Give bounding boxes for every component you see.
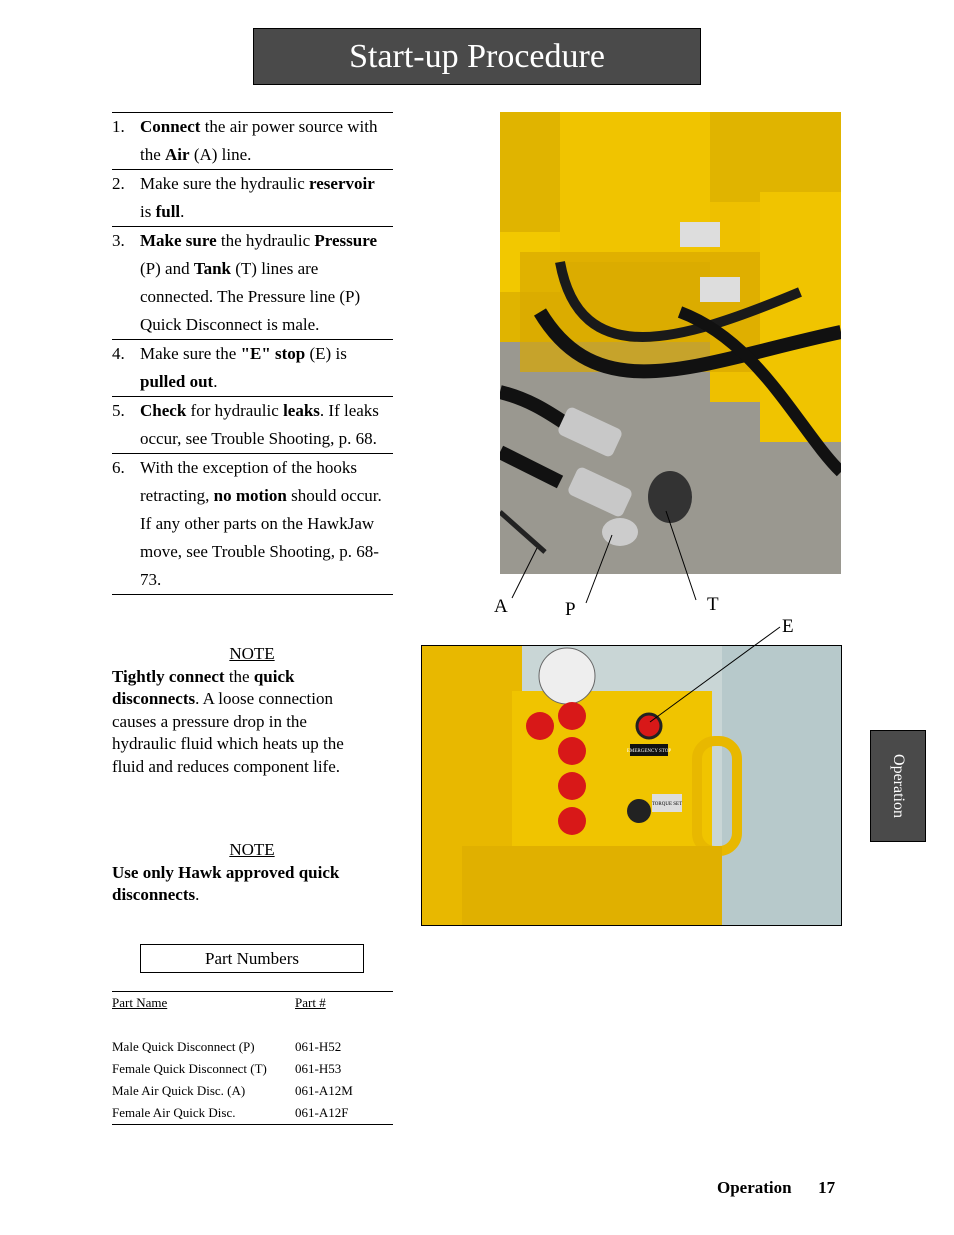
text-run: should occur. If any other parts on the HawkJaw move, see Trouble Shooting, p. 68-73. bbox=[140, 486, 382, 589]
footer-section: Operation bbox=[717, 1178, 792, 1197]
step-item bbox=[112, 397, 393, 454]
text-run: quick disconnects bbox=[112, 666, 295, 708]
steps-list bbox=[112, 112, 393, 595]
text-run: Tightly connect bbox=[112, 666, 225, 686]
step-text bbox=[140, 170, 393, 226]
part-number: 061-A12M bbox=[295, 1083, 353, 1098]
table-row bbox=[112, 1080, 393, 1102]
step-item bbox=[112, 170, 393, 227]
text-run: reservoir bbox=[309, 174, 375, 193]
col-part-name: Part Name bbox=[112, 995, 168, 1010]
col-part-num: Part # bbox=[295, 995, 326, 1010]
page-footer bbox=[717, 1178, 835, 1198]
section-tab-label: Operation bbox=[890, 754, 907, 818]
note-body bbox=[112, 862, 372, 907]
text-run: . bbox=[213, 372, 218, 391]
section-tab bbox=[870, 730, 926, 842]
text-run: leaks bbox=[283, 401, 320, 420]
text-run: (E) is bbox=[305, 344, 347, 363]
callout-t: T bbox=[707, 594, 719, 615]
step-number: 1. bbox=[112, 117, 125, 136]
part-name: Male Quick Disconnect (P) bbox=[112, 1039, 255, 1054]
text-run: . bbox=[180, 202, 185, 221]
text-run: Make sure the bbox=[140, 344, 241, 363]
page-number: 17 bbox=[818, 1178, 836, 1197]
note-heading: NOTE bbox=[229, 644, 275, 663]
note-quick-connect bbox=[112, 643, 372, 778]
torque-set-label: TORQUE SET bbox=[651, 802, 683, 807]
part-number: 061-A12F bbox=[295, 1105, 349, 1120]
text-run: Tank bbox=[193, 259, 232, 278]
step-item bbox=[112, 340, 393, 397]
text-run: Use only Hawk approved quick disconnects bbox=[112, 862, 340, 904]
callout-a: A bbox=[494, 596, 508, 617]
text-run: full bbox=[155, 202, 181, 221]
step-text bbox=[140, 113, 393, 169]
page-title: Start-up Procedure bbox=[253, 28, 701, 85]
text-run: Connect bbox=[140, 117, 201, 136]
text-run: (P) and bbox=[140, 259, 194, 278]
text-run: the bbox=[224, 666, 254, 686]
step-number: 2. bbox=[112, 174, 125, 193]
text-run: Make sure the hydraulic bbox=[140, 174, 309, 193]
note-body bbox=[112, 666, 372, 779]
table-header bbox=[112, 992, 393, 1014]
text-run: pulled out bbox=[140, 372, 214, 391]
text-run: . bbox=[195, 885, 200, 904]
note-heading: NOTE bbox=[229, 840, 275, 859]
part-number: 061-H53 bbox=[295, 1061, 342, 1076]
table-row bbox=[112, 1102, 393, 1124]
text-run: the hydraulic bbox=[216, 231, 315, 250]
text-run: for hydraulic bbox=[186, 401, 284, 420]
step-item bbox=[112, 227, 393, 340]
step-text bbox=[140, 340, 393, 396]
text-run: Air bbox=[165, 145, 190, 164]
control-panel-photo bbox=[421, 645, 842, 926]
text-run: no motion bbox=[213, 486, 287, 505]
table-row bbox=[112, 1058, 393, 1080]
text-run: Check bbox=[140, 401, 187, 420]
part-number: 061-H52 bbox=[295, 1039, 342, 1054]
step-item bbox=[112, 113, 393, 170]
text-run: (A) line. bbox=[189, 145, 252, 164]
callout-p: P bbox=[565, 599, 576, 620]
step-text bbox=[140, 397, 393, 453]
step-item bbox=[112, 454, 393, 595]
callout-e: E bbox=[782, 616, 794, 637]
part-numbers-table bbox=[112, 991, 393, 1125]
text-run: . A loose connection causes a pressure drop in the hydraulic fluid which heats up the fluid and reduces component life. bbox=[112, 689, 344, 776]
hydraulic-connections-photo bbox=[500, 112, 841, 574]
step-number: 5. bbox=[112, 401, 125, 420]
part-name: Female Quick Disconnect (T) bbox=[112, 1061, 267, 1076]
emergency-stop-label: EMERGENCY STOP bbox=[626, 749, 672, 754]
note-approved-disconnects bbox=[112, 839, 372, 907]
part-name: Female Air Quick Disc. bbox=[112, 1105, 236, 1120]
text-run: "E" stop bbox=[240, 344, 306, 363]
text-run: Make sure bbox=[140, 231, 217, 250]
text-run: Pressure bbox=[314, 231, 378, 250]
table-row bbox=[112, 1036, 393, 1058]
step-number: 6. bbox=[112, 458, 125, 477]
part-numbers-title: Part Numbers bbox=[140, 944, 364, 973]
text-run: . If leaks occur, see Trouble Shooting, p. 68. bbox=[140, 401, 379, 448]
text-run: is bbox=[140, 202, 156, 221]
step-number: 4. bbox=[112, 344, 125, 363]
step-number: 3. bbox=[112, 231, 125, 250]
step-text bbox=[140, 454, 393, 594]
text-run: With the exception of the hooks retracting, bbox=[140, 458, 357, 505]
part-name: Male Air Quick Disc. (A) bbox=[112, 1083, 246, 1098]
text-run: the air power source with the bbox=[140, 117, 378, 164]
step-text bbox=[140, 227, 393, 339]
text-run: (T) lines are connected. The Pressure line (P) Quick Disconnect is male. bbox=[140, 259, 361, 334]
